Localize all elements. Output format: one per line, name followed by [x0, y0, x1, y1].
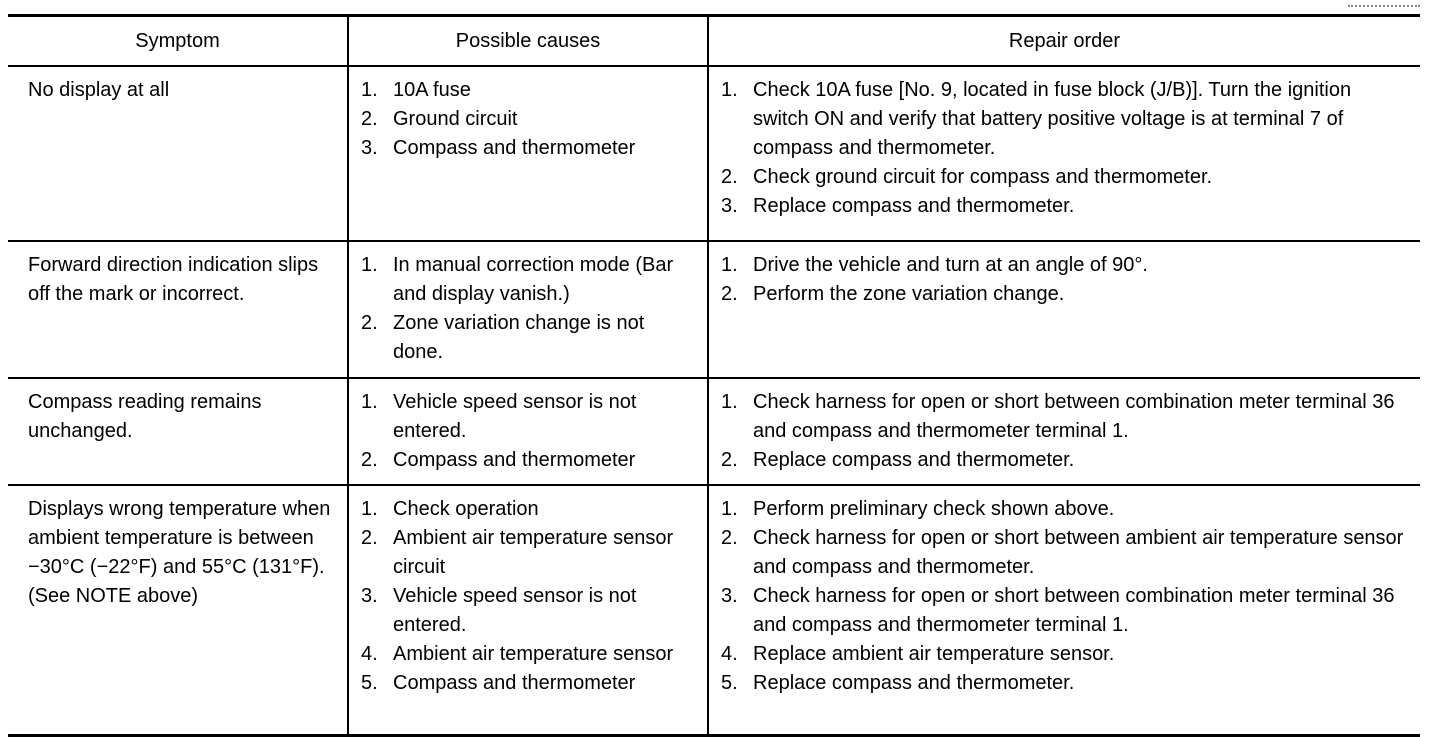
table-row: [8, 378, 1420, 485]
list-item: 2. Check ground circuit for compass and thermometer.: [721, 166, 1213, 188]
list-item: 1. Drive the vehicle and turn at an angle of 90°.: [721, 254, 1148, 276]
repair-cell: [708, 241, 1420, 378]
header-row: [8, 17, 1420, 66]
list-item: 1. 10A fuse: [361, 79, 471, 101]
list-item: 1. Check harness for open or short between combination meter terminal 36 and compass and thermometer terminal 1.: [721, 391, 1395, 442]
list-item: 3. Vehicle speed sensor is not entered.: [361, 585, 637, 636]
list-item: 1. Check 10A fuse [No. 9, located in fuse block (J/B)]. Turn the ignition switch ON and verify that battery positive voltage is at terminal 7 of compass and thermometer.: [721, 79, 1352, 159]
symptom-cell: Compass reading remains unchanged.: [8, 378, 348, 485]
list-item: 1. In manual correction mode (Bar and display vanish.): [361, 254, 674, 305]
list-item: 1. Perform preliminary check shown above.: [721, 498, 1115, 520]
list-item: 4. Ambient air temperature sensor: [361, 643, 674, 665]
list-item: 5. Compass and thermometer: [361, 672, 636, 694]
list-item: 2. Replace compass and thermometer.: [721, 449, 1075, 471]
list-item: 2. Ambient air temperature sensor circuit: [361, 527, 674, 578]
header-symptom: Symptom: [8, 17, 348, 66]
list-item: 3. Compass and thermometer: [361, 137, 636, 159]
list-item: 2. Ground circuit: [361, 108, 518, 130]
list-item: 1. Vehicle speed sensor is not entered.: [361, 391, 637, 442]
list-item: 3. Check harness for open or short between combination meter terminal 36 and compass and thermometer terminal 1.: [721, 585, 1395, 636]
causes-cell: [348, 485, 708, 734]
table-row: [8, 241, 1420, 378]
symptom-cell: Forward direction indication slips off the mark or incorrect.: [8, 241, 348, 378]
list-item: 1. Check operation: [361, 498, 539, 520]
table-row: [8, 66, 1420, 241]
repair-cell: [708, 485, 1420, 734]
list-item: 5. Replace compass and thermometer.: [721, 672, 1075, 694]
list-item: 4. Replace ambient air temperature sensor.: [721, 643, 1115, 665]
table-row: [8, 485, 1420, 734]
list-item: 2. Check harness for open or short between ambient air temperature sensor and compass and thermometer.: [721, 527, 1404, 578]
troubleshooting-table: [8, 14, 1420, 737]
corner-mark: [1348, 0, 1420, 7]
repair-cell: [708, 66, 1420, 241]
symptom-cell: No display at all: [8, 66, 348, 241]
header-repair-order: Repair order: [708, 17, 1420, 66]
list-item: 3. Replace compass and thermometer.: [721, 195, 1075, 217]
repair-cell: [708, 378, 1420, 485]
causes-cell: [348, 378, 708, 485]
list-item: 2. Compass and thermometer: [361, 449, 636, 471]
causes-cell: [348, 241, 708, 378]
list-item: 2. Zone variation change is not done.: [361, 312, 645, 363]
causes-cell: [348, 66, 708, 241]
list-item: 2. Perform the zone variation change.: [721, 283, 1065, 305]
symptom-cell: Displays wrong temperature when ambient temperature is between −30°C (−22°F) and 55°C (131°F). (See NOTE above): [28, 498, 331, 607]
header-possible-causes: Possible causes: [348, 17, 708, 66]
